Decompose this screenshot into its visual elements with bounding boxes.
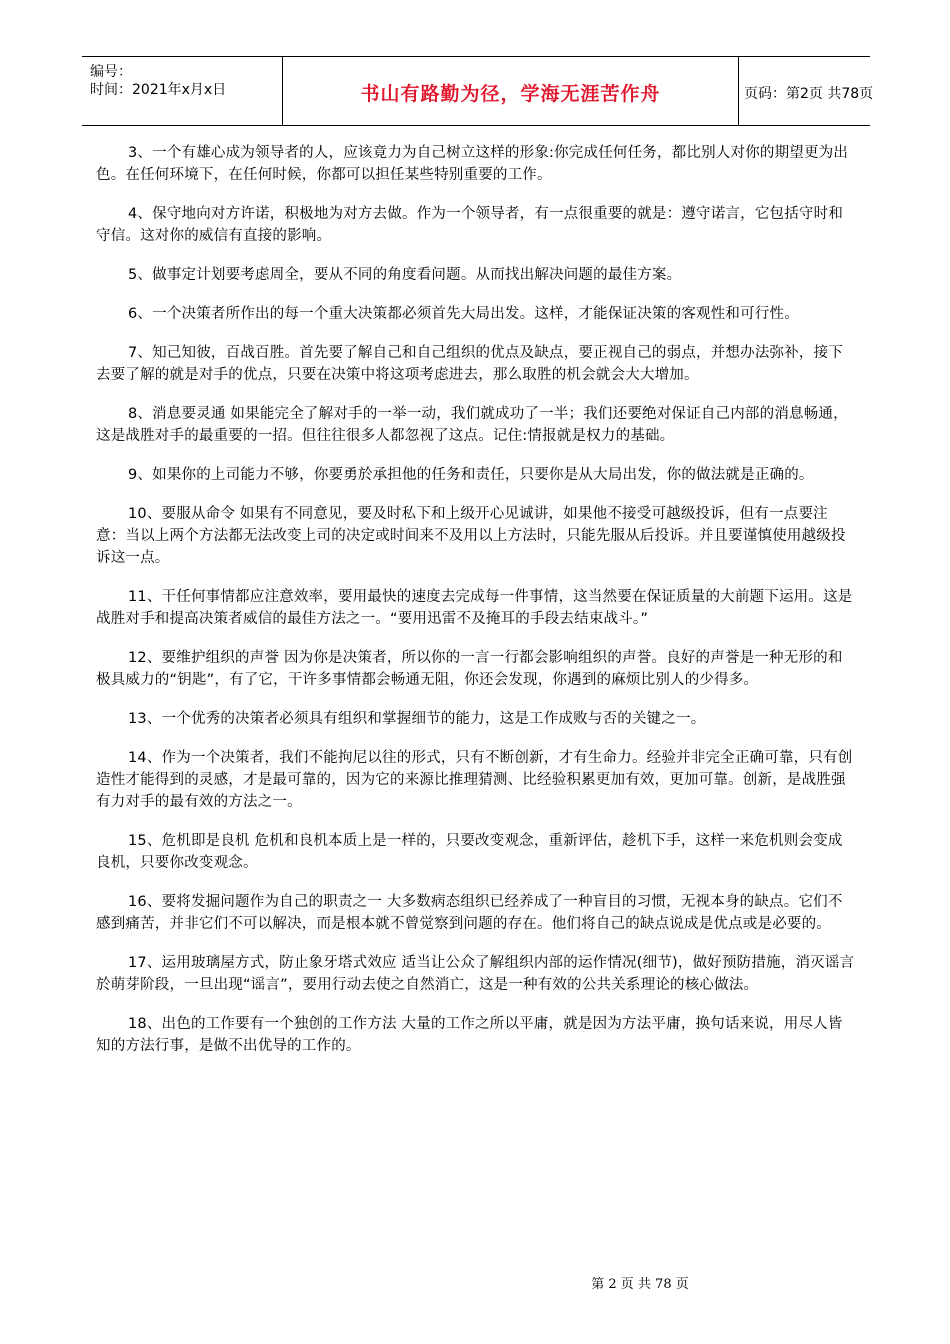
paragraph-item-14: 14、作为一个决策者，我们不能拘尼以往的形式，只有不断创新，才有生命力。经验并非完全正确可靠，只有创造性才能得到的灵感，才是最可靠的，因为它的来源比推理猜测、比经验积累更加有效，更加可靠。创新，是战胜强有力对手的最有效的方法之一。 <box>96 750 853 810</box>
header-motto: 书山有路勤为径，学海无涯苦作舟 <box>360 83 661 105</box>
header-page-cell <box>738 57 874 125</box>
paragraph-item-17: 17、运用玻璃屋方式，防止象牙塔式效应 适当让公众了解组织内部的运作情况(细节)，做好预防措施，消灭谣言於萌芽阶段，一旦出现“谣言”，要用行动去使之自然消亡，这是一种有效的公共关系理论的核心做法。 <box>96 955 855 993</box>
paragraph-item-10: 10、要服从命令 如果有不同意见，要及时私下和上级开心见诚讲，如果他不接受可越级投诉，但有一点要注意：当以上两个方法都无法改变上司的决定或时间来不及用以上方法时，只能先服从后投诉。并且要谨慎使用越级投诉这一点。 <box>96 506 846 566</box>
paragraph-item-5: 5、做事定计划要考虑周全，要从不同的角度看问题。从而找出解决问题的最佳方案。 <box>128 267 682 283</box>
header-motto-cell <box>282 57 739 125</box>
paragraph-item-11: 11、干任何事情都应注意效率，要用最快的速度去完成每一件事情，这当然要在保证质量的大前题下运用。这是战胜对手和提高决策者威信的最佳方法之一。“要用迅雷不及掩耳的手段去结束战斗。” <box>96 589 853 627</box>
page-footer: 第 2 页 共 78 页 <box>591 1277 689 1292</box>
document-header <box>82 56 874 126</box>
paragraph-item-18: 18、出色的工作要有一个独创的工作方法 大量的工作之所以平庸，就是因为方法平庸，换句话来说，用尽人皆知的方法行事，是做不出优导的工作的。 <box>96 1016 843 1054</box>
paragraph-item-12: 12、要维护组织的声誉 因为你是决策者，所以你的一言一行都会影响组织的声誉。良好的声誉是一种无形的和极具威力的“钥匙”，有了它，干许多事情都会畅通无阻，你还会发现，你遇到的麻烦比别人的少得多。 <box>96 650 843 688</box>
paragraph-item-4: 4、保守地向对方许诺，积极地为对方去做。作为一个领导者，有一点很重要的就是：遵守诺言，它包括守时和守信。这对你的威信有直接的影响。 <box>96 206 844 244</box>
paragraph-item-9: 9、如果你的上司能力不够，你要勇於承担他的任务和责任，只要你是从大局出发，你的做法就是正确的。 <box>128 467 814 483</box>
paragraph-item-7: 7、知己知彼，百战百胜。首先要了解自己和自己组织的优点及缺点，要正视自己的弱点，并想办法弥补，接下去要了解的就是对手的优点，只要在决策中将这项考虑进去，那么取胜的机会就会大大增加。 <box>96 345 844 383</box>
header-page-number: 页码：第2页 共78页 <box>744 86 874 102</box>
paragraph-item-15: 15、危机即是良机 危机和良机本质上是一样的，只要改变观念，重新评估，趁机下手，这样一来危机则会变成良机，只要你改变观念。 <box>96 833 843 871</box>
header-meta-cell <box>82 57 282 125</box>
paragraph-item-6: 6、一个决策者所作出的每一个重大决策都必须首先大局出发。这样，才能保证决策的客观性和可行性。 <box>128 306 799 322</box>
document-number-label: 编号： <box>90 64 132 80</box>
document-body <box>96 142 856 1074</box>
paragraph-item-13: 13、一个优秀的决策者必须具有组织和掌握细节的能力，这是工作成败与否的关键之一。 <box>128 711 706 727</box>
paragraph-item-8: 8、消息要灵通 如果能完全了解对手的一举一动，我们就成功了一半；我们还要绝对保证自己内部的消息畅通，这是战胜对手的最重要的一招。但往往很多人都忽视了这点。记住:情报就是权力的基础。 <box>96 406 848 444</box>
paragraph-item-16: 16、要将发掘问题作为自己的职责之一 大多数病态组织已经养成了一种盲目的习惯，无视本身的缺点。它们不感到痛苦，并非它们不可以解决，而是根本就不曾觉察到问题的存在。他们将自己的缺点说成是优点或是必要的。 <box>96 894 843 932</box>
document-time-label: 时间：2021年x月x日 <box>90 82 227 98</box>
paragraph-item-3: 3、一个有雄心成为领导者的人，应该竟力为自己树立这样的形象:你完成任何任务，都比别人对你的期望更为出色。在任何环境下，在任何时候，你都可以担任某些特别重要的工作。 <box>96 145 849 183</box>
